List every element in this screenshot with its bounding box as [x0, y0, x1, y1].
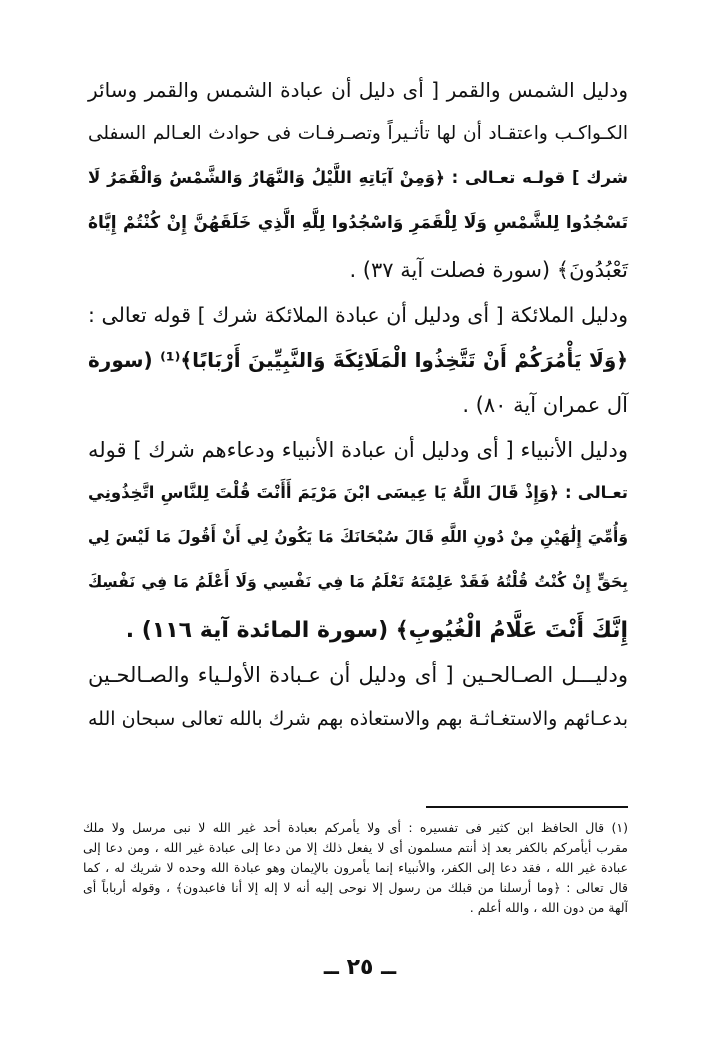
quran-verse-line: بِحَقٍّ إِنْ كُنْتُ قُلْتُهُ فَقَدْ عَلِمْتَهُ تَعْلَمُ مَا فِي نَفْسِي وَلَا أَعْلَمُ مَا فِي نَفْسِكَ	[88, 573, 628, 591]
page-number: ــ ٢٥ ــ	[323, 955, 397, 980]
quran-verse-line: شرك ] قولـه تعـالى : ﴿وَمِنْ آيَاتِهِ اللَّيْلُ وَالنَّهَارُ وَالشَّمْسُ وَالْقَمَرُ لَا	[88, 168, 628, 187]
footnote-separator	[426, 806, 628, 808]
main-text	[88, 80, 628, 755]
quran-verse-line: وَأُمِّيَ إِلَٰهَيْنِ مِنْ دُونِ اللَّهِ قَالَ سُبْحَانَكَ مَا يَكُونُ لِي أَنْ أَقُولَ مَا لَيْسَ لِي	[88, 528, 628, 546]
footnote-line: آلهة من دون الله ، والله أعلم .	[469, 900, 628, 915]
quran-verse-line: ﴿وَلَا يَأْمُرَكُمْ أَنْ تَتَّخِذُوا الْمَلَائِكَةَ وَالنَّبِيِّينَ أَرْبَابًا﴾⁽¹⁾ (سورة	[88, 348, 628, 372]
quran-verse-line: إِنَّكَ أَنْتَ عَلَّامُ الْغُيُوبِ﴾ (سورة المائدة آية ١١٦) .	[125, 618, 628, 643]
text-line: ودليل الأنبياء [ أى ودليل أن عبادة الأنبياء ودعاءهم شرك ] قوله	[88, 438, 628, 462]
text-line: الكـواكـب واعتقـاد أن لها تأثـيراً وتصـرفـات فى حوادث العـالم السفلى	[88, 123, 628, 144]
footnote-line: عبادة غير الله ، فقد دعا إلى الكفر، والأنبياء إنما يأمرون بالإيمان وهو عبادة الله وحده لا شريك له ، كما	[83, 860, 628, 875]
text-line: بدعـائهم والاستغـاثـة بهم والاستعاذه بهم شرك بالله تعالى سبحان الله	[88, 708, 628, 730]
footnote-line: (١) قال الحافظ ابن كثير فى تفسيره : أى ولا يأمركم بعبادة أحد غير الله لا نبى مرسل ولا ملك	[83, 820, 628, 835]
quran-verse-line: تَسْجُدُوا لِلشَّمْسِ وَلَا لِلْقَمَرِ وَاسْجُدُوا لِلَّهِ الَّذِي خَلَقَهُنَّ إِنْ كُنْتُمْ إِيَّاهُ	[88, 213, 628, 233]
text-line: ودليل الشمس والقمر [ أى دليل أن عبادة الشمس والقمر وسائر	[88, 78, 628, 102]
text-line: ودليـــل الصـالحـين [ أى ودليل أن عـبادة الأولـياء والصـالحـين	[88, 663, 628, 687]
footnotes	[83, 818, 628, 918]
text-line: تَعْبُدُونَ﴾ (سورة فصلت آية ٣٧) .	[349, 258, 628, 282]
footnote-line: مقرب أيأمركم بالكفر بعد إذ أنتم مسلمون أى لا يفعل ذلك إلا من دعا إلى عبادة غير الله ، ومن دعا إلى	[83, 840, 628, 855]
footnote-line: قال تعالى : ﴿وما أرسلنا من قبلك من رسول إلا نوحى إليه أنه لا إله إلا أنا فاعبدون﴾ ، وقوله أرباباً أى	[83, 880, 628, 895]
quran-verse-line: تعـالى : ﴿وَإِذْ قَالَ اللَّهُ يَا عِيسَى ابْنَ مَرْيَمَ أَأَنْتَ قُلْتَ لِلنَّاسِ اتَّخِذُونِي	[88, 483, 628, 502]
text-line: آل عمران آية ٨٠) .	[462, 393, 628, 417]
text-line: ودليل الملائكة [ أى ودليل أن عبادة الملائكة شرك ] قوله تعالى :	[88, 303, 628, 327]
